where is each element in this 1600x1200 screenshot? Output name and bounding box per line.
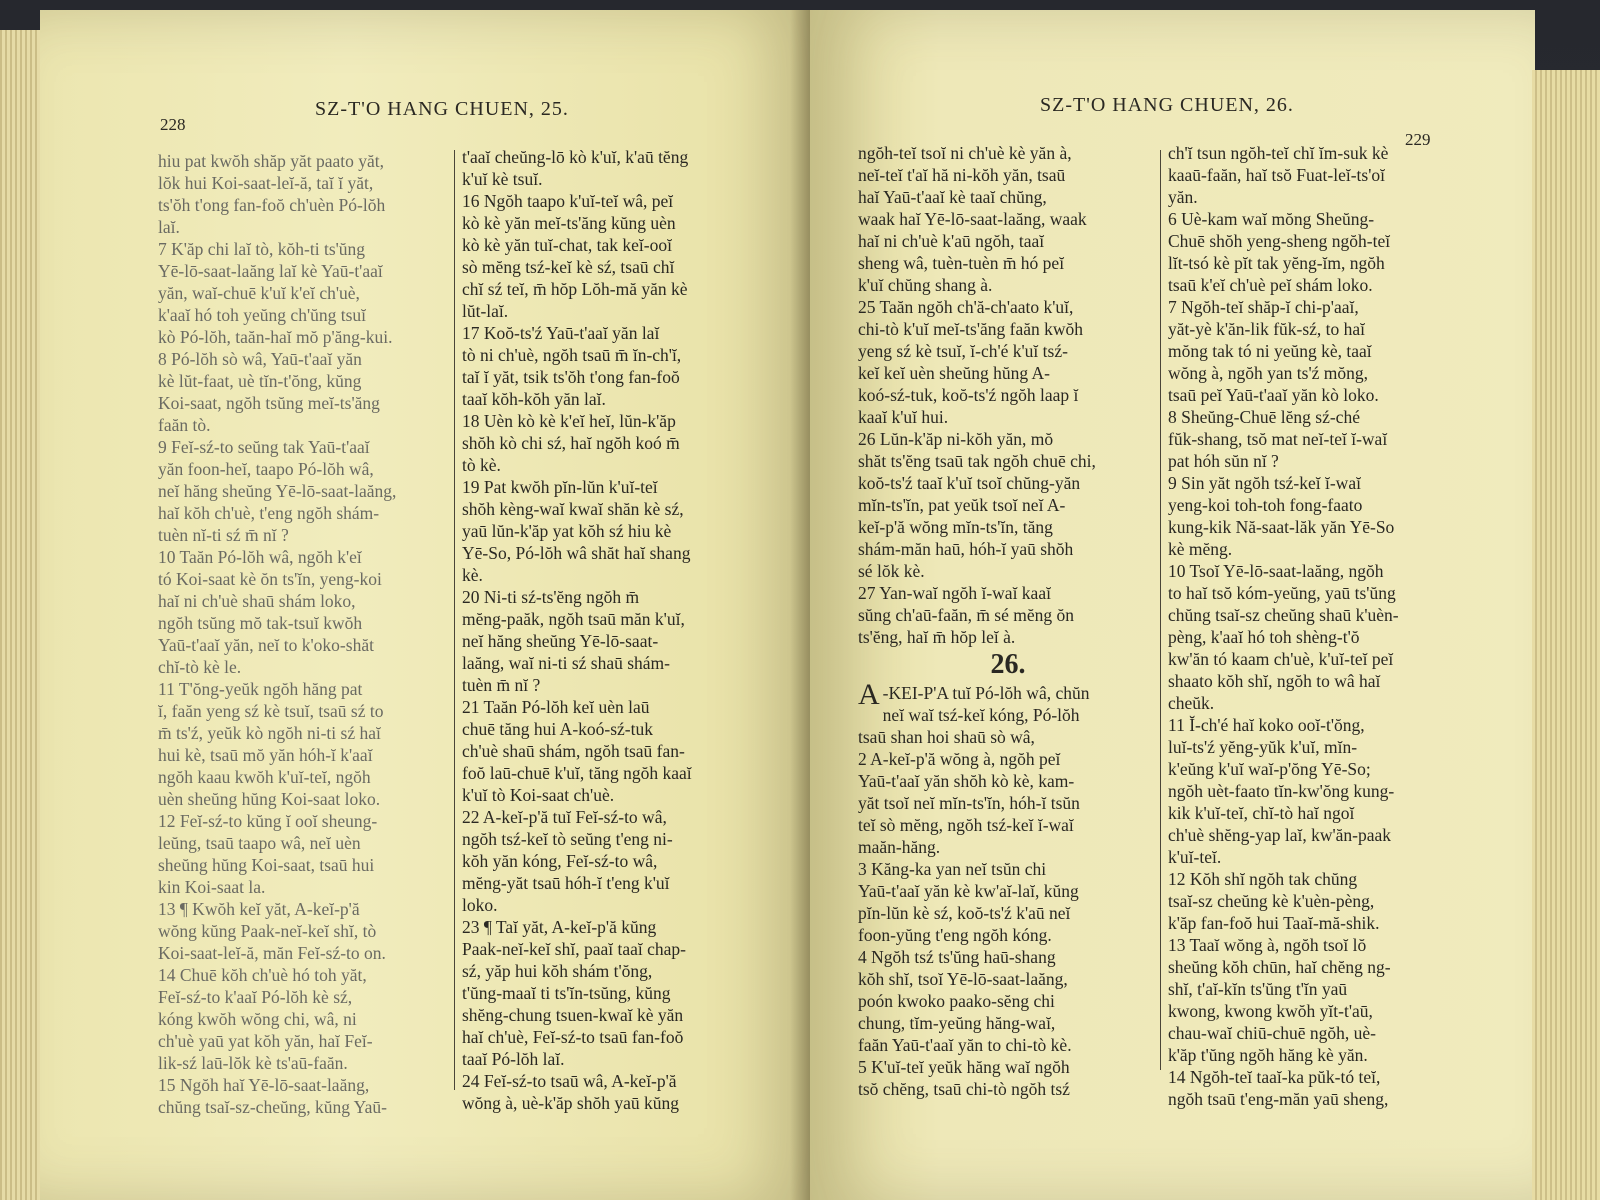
text-line: Yaū-t'aaĭ yăn kè kw'aĭ-laĭ, kŭng [858, 881, 1079, 901]
text-line: chuē tăng hui A-koó-sź-tuk [462, 719, 653, 739]
right-page [810, 10, 1535, 1200]
text-line: 16 Ngŏh taapo k'uĭ-teĭ wâ, peĭ [462, 191, 674, 211]
text-line: 14 Ngŏh-teĭ taaĭ-ka pŭk-tó teĭ, [1168, 1067, 1381, 1087]
text-line: chŭng tsaĭ-sz-cheŭng, kŭng Yaū- [158, 1097, 387, 1117]
text-line: poón kwoko paako-sĕng chi [858, 991, 1055, 1011]
text-line: ch'uè yaū yat kŏh yăn, haĭ Feĭ- [158, 1031, 373, 1051]
text-line: laăng, waĭ ni-ti sź shaū shám- [462, 653, 671, 673]
text-line: yăn, waĭ-chuē k'uĭ k'eĭ ch'uè, [158, 283, 360, 303]
text-line: 5 K'uĭ-teĭ yeŭk hăng waĭ ngŏh [858, 1057, 1070, 1077]
text-line: 26 Lŭn-k'ăp ni-kŏh yăn, mŏ [858, 429, 1054, 449]
text-line: tsaĭ-sz cheŭng kè k'uèn-pèng, [1168, 891, 1375, 911]
text-line: yăn foon-heĭ, taapo Pó-lŏh wâ, [158, 459, 374, 479]
text-line: shŏh kò chi sź, haĭ ngŏh koó m̄ [462, 433, 680, 453]
text-line: kò kè yăn meĭ-ts'ăng kŭng uèn [462, 213, 676, 233]
text-line: koŏ-ts'ź taaĭ k'uĭ tsoĭ chŭng-yăn [858, 473, 1081, 493]
text-line: 27 Yan-waĭ ngŏh ĭ-waĭ kaaĭ [858, 583, 1051, 603]
text-line: haĭ ni ch'uè shaū shám loko, [158, 591, 356, 611]
text-line: kóng kwŏh wŏng chi, wâ, ni [158, 1009, 357, 1029]
text-line: 11 T'ŏng-yeŭk ngŏh hăng pat [158, 679, 363, 699]
text-line: chĭ sź teĭ, m̄ hŏp Lŏh-mă yăn kè [462, 279, 688, 299]
text-line: kò Pó-lŏh, taăn-haĭ mŏ p'ăng-kui. [158, 327, 393, 347]
text-line: teĭ sò mĕng, ngŏh tsź-keĭ ĭ-waĭ [858, 815, 1074, 835]
text-line: taaĭ kŏh-kŏh yăn laĭ. [462, 389, 606, 409]
left-page-edges [0, 30, 44, 1200]
text-line: chung, tĭm-yeŭng hăng-waĭ, [858, 1013, 1056, 1033]
right-page-number: 229 [1405, 130, 1431, 149]
text-line: 22 A-keĭ-p'ă tuĭ Feĭ-sź-to wâ, [462, 807, 667, 827]
left-page [40, 10, 810, 1200]
text-line: chŭng tsaĭ-sz cheŭng shaū k'uèn- [1168, 605, 1399, 625]
text-line: wŏng kŭng Paak-neĭ-keĭ shĭ, tò [158, 921, 377, 941]
text-line: ngŏh tsaū t'eng-măn yaū sheng, [1168, 1089, 1389, 1109]
text-line: 21 Taăn Pó-lŏh keĭ uèn laū [462, 697, 650, 717]
text-line: 10 Taăn Pó-lŏh wâ, ngŏh k'eĭ [158, 547, 362, 567]
chapter-opening [858, 678, 1158, 1100]
text-line: tuèn nĭ-ti sź m̄ nĭ ? [158, 525, 289, 545]
right-column-1 [858, 142, 1158, 1100]
right-column-divider [1160, 150, 1161, 1070]
text-line: luĭ-ts'ź yĕng-yŭk k'uĭ, mĭn- [1168, 737, 1358, 757]
text-line: fŭk-shang, tsŏ mat neĭ-teĭ ĭ-waĭ [1168, 429, 1388, 449]
text-line: hui kè, tsaū mŏ yăn hóh-ĭ k'aaĭ [158, 745, 373, 765]
text-line: lŏk hui Koi-saat-leĭ-ă, taĭ ĭ yăt, [158, 173, 374, 193]
text-line: 13 Taaĭ wŏng à, ngŏh tsoĭ lŏ [1168, 935, 1367, 955]
text-line: faăn tò. [158, 415, 211, 435]
text-line: 20 Ni-ti sź-ts'ĕng ngŏh m̄ [462, 587, 640, 607]
text-line: 2 A-keĭ-p'ă wŏng à, ngŏh peĭ [858, 749, 1061, 769]
right-column-1-top [858, 142, 1158, 648]
text-line: 12 Feĭ-sź-to kŭng ĭ ooĭ sheung- [158, 811, 378, 831]
text-line: Koi-saat, ngŏh tsŭng meĭ-ts'ăng [158, 393, 380, 413]
text-line: faăn Yaū-t'aaĭ yăn to chi-tò kè. [858, 1035, 1072, 1055]
left-column-2 [462, 146, 762, 1114]
text-line: sheng wâ, tuèn-tuèn m̄ hó peĭ [858, 253, 1065, 273]
text-line: kè lŭt-faat, uè tĭn-t'ŏng, kŭng [158, 371, 362, 391]
text-line: to haĭ tsŏ kóm-yeŭng, yaū ts'ŭng [1168, 583, 1396, 603]
text-line: mĭn-ts'ĭn, pat yeŭk tsoĭ neĭ A- [858, 495, 1066, 515]
right-column-1-bottom [858, 678, 1158, 1100]
text-line: 7 Ngŏh-teĭ shăp-ĭ chi-p'aaĭ, [1168, 297, 1359, 317]
text-line: Koi-saat-leĭ-ă, măn Feĭ-sź-to on. [158, 943, 386, 963]
text-line: Yaū-t'aaĭ yăn, neĭ to k'oko-shăt [158, 635, 374, 655]
text-line: Yē-So, Pó-lŏh wâ shăt haĭ shang [462, 543, 691, 563]
text-line: tò ni ch'uè, ngŏh tsaū m̄ ĭn-ch'ĭ, [462, 345, 682, 365]
text-line: uèn sheŭng hŭng Koi-saat loko. [158, 789, 381, 809]
text-line: sò mĕng tsź-keĭ kè sź, tsaū chĭ [462, 257, 675, 277]
text-line: 4 Ngŏh tsź ts'ŭng haū-shang [858, 947, 1056, 967]
text-line: 25 Taăn ngŏh ch'ă-ch'aato k'uĭ, [858, 297, 1074, 317]
text-line: kè. [462, 565, 483, 585]
text-line: haĭ kŏh ch'uè, t'eng ngŏh shám- [158, 503, 380, 523]
text-line: sheŭng kŏh chūn, haĭ chĕng ng- [1168, 957, 1391, 977]
text-line: ch'uè shĕng-yap laĭ, kw'ăn-paak [1168, 825, 1392, 845]
text-line: kaaĭ k'uĭ hui. [858, 407, 949, 427]
text-line: ch'ĭ tsun ngŏh-teĭ chĭ ĭm-suk kè [1168, 143, 1389, 163]
text-line: sé lŏk kè. [858, 561, 925, 581]
text-line: mŏng tak tó ni yeŭng kè, taaĭ [1168, 341, 1372, 361]
text-line: sź, yăp hui kŏh shám t'ŏng, [462, 961, 653, 981]
text-line: ch'uè shaū shám, ngŏh tsaū fan- [462, 741, 685, 761]
text-line: pĭn-lŭn kè sź, koŏ-ts'ź k'aū neĭ [858, 903, 1071, 923]
text-line: t'aaĭ cheŭng-lō kò k'uĭ, k'aū tĕng [462, 147, 689, 167]
text-line: sŭng ch'aū-faăn, m̄ sé mĕng ŏn [858, 605, 1075, 625]
text-line: neĭ hăng sheŭng Yē-lō-saat-laăng, [158, 481, 397, 501]
text-line: tsaū shan hoi shaū sò wâ, [858, 727, 1035, 747]
text-line: kŏh yăn kóng, Feĭ-sź-to wâ, [462, 851, 658, 871]
text-line: kung-kik Nă-saat-lăk yăn Yē-So [1168, 517, 1395, 537]
text-line: tsaū peĭ Yaū-t'aaĭ yăn kò loko. [1168, 385, 1379, 405]
left-column-divider [454, 150, 455, 1090]
text-line: shĭ, t'aĭ-kĭn ts'ŭng t'ĭn yaū [1168, 979, 1348, 999]
text-line: 9 Feĭ-sź-to seŭng tak Yaū-t'aaĭ [158, 437, 370, 457]
text-line: neĭ-teĭ t'aĭ hă ni-kŏh yăn, tsaū [858, 165, 1066, 185]
text-line: pèng, k'aaĭ hó toh shèng-t'ŏ [1168, 627, 1360, 647]
text-line: Yē-lō-saat-laăng laĭ kè Yaū-t'aaĭ [158, 261, 383, 281]
text-line: k'uĭ chŭng shang à. [858, 275, 993, 295]
text-line: Feĭ-sź-to k'aaĭ Pó-lŏh kè sź, [158, 987, 353, 1007]
text-line: 13 ¶ Kwŏh keĭ yăt, A-keĭ-p'ă [158, 899, 360, 919]
text-line: -KEI-P'A tuĭ Pó-lŏh wâ, chŭn [882, 683, 1090, 703]
text-line: yeng sź kè tsuĭ, ĭ-ch'é k'uĭ tsź- [858, 341, 1068, 361]
text-line: kw'ăn tó kaam ch'uè, k'uĭ-teĭ peĭ [1168, 649, 1394, 669]
right-page-edges [1532, 70, 1600, 1200]
text-line: laĭ. [158, 217, 180, 237]
text-line: tó Koi-saat kè ŏn ts'ĭn, yeng-koi [158, 569, 382, 589]
text-line: shaato kŏh shĭ, ngŏh to wâ haĭ [1168, 671, 1381, 691]
text-line: k'uĭ tò Koi-saat ch'uè. [462, 785, 615, 805]
text-line: 9 Sin yăt ngŏh tsź-keĭ ĭ-waĭ [1168, 473, 1361, 493]
text-line: lĭt-tsó kè pĭt tak yĕng-ĭm, ngŏh [1168, 253, 1385, 273]
text-line: ngŏh uèt-faato tĭn-kw'ŏng kung- [1168, 781, 1395, 801]
left-page-number: 228 [160, 115, 186, 134]
text-line: chi-tò k'uĭ meĭ-ts'ăng faăn kwŏh [858, 319, 1083, 339]
text-line: ts'ĕng, haĭ m̄ hŏp leĭ à. [858, 627, 1016, 647]
text-line: m̄ ts'ź, yeŭk kò ngŏh ni-ti sź haĭ [158, 723, 381, 743]
text-line: haĭ ch'uè, Feĭ-sź-to tsaū fan-foŏ [462, 1027, 684, 1047]
text-line: t'ŭng-maaĭ ti ts'ĭn-tsŭng, kŭng [462, 983, 671, 1003]
text-line: keĭ keĭ uèn sheŭng hŭng A- [858, 363, 1050, 383]
text-line: taĭ ĭ yăt, tsik ts'ŏh t'ong fan-foŏ [462, 367, 680, 387]
text-line: 12 Kŏh shĭ ngŏh tak chŭng [1168, 869, 1358, 889]
text-line: haĭ Yaū-t'aaĭ kè taaĭ chŭng, [858, 187, 1047, 207]
text-line: maăn-hăng. [858, 837, 941, 857]
text-line: cheŭk. [1168, 693, 1215, 713]
text-line: k'ăp fan-foŏ hui Taaĭ-mă-shik. [1168, 913, 1380, 933]
text-line: k'uĭ-teĭ. [1168, 847, 1222, 867]
text-line: Yaū-t'aaĭ yăn shŏh kò kè, kam- [858, 771, 1075, 791]
text-line: wŏng à, uè-k'ăp shŏh yaū kŭng [462, 1093, 679, 1113]
chapter-number: 26. [990, 649, 1026, 680]
text-line: sheŭng hŭng Koi-saat, tsaū hui [158, 855, 375, 875]
text-line: kè mĕng. [1168, 539, 1233, 559]
right-column-2 [1168, 142, 1473, 1110]
text-line: Chuē shŏh yeng-sheng ngŏh-teĭ [1168, 231, 1391, 251]
right-running-head: SZ-T'O HANG CHUEN, 26. [1040, 94, 1294, 116]
text-line: neĭ waĭ tsź-keĭ kóng, Pó-lŏh [882, 705, 1080, 725]
text-line: yăt tsoĭ neĭ mĭn-ts'ĭn, hóh-ĭ tsŭn [858, 793, 1080, 813]
text-line: 18 Uèn kò kè k'eĭ heĭ, lŭn-k'ăp [462, 411, 676, 431]
text-line: 23 ¶ Taĭ yăt, A-keĭ-p'ă kŭng [462, 917, 657, 937]
text-line: shám-măn haū, hóh-ĭ yaū shŏh [858, 539, 1074, 559]
text-line: kik k'uĭ-teĭ, chĭ-tò haĭ ngoĭ [1168, 803, 1355, 823]
text-line: lik-sź laū-lŏk kè ts'aū-faăn. [158, 1053, 348, 1073]
text-line: ngŏh kaau kwŏh k'uĭ-teĭ, ngŏh [158, 767, 371, 787]
text-line: koó-sź-tuk, koŏ-ts'ź ngŏh laap ĭ [858, 385, 1079, 405]
text-line: mĕng-paăk, ngŏh tsaū măn k'uĭ, [462, 609, 685, 629]
text-line: 17 Koŏ-ts'ź Yaū-t'aaĭ yăn laĭ [462, 323, 660, 343]
text-line: tò kè. [462, 455, 501, 475]
open-book [0, 10, 1600, 1200]
text-line: ngŏh tsŭng mŏ tak-tsuĭ kwŏh [158, 613, 363, 633]
text-line: 24 Feĭ-sź-to tsaū wâ, A-keĭ-p'ă [462, 1071, 677, 1091]
text-line: mĕng-yăt tsaū hóh-ĭ t'eng k'uĭ [462, 873, 670, 893]
text-line: kò kè yăn tuĭ-chat, tak keĭ-ooĭ [462, 235, 672, 255]
text-line: yaū lŭn-k'ăp yat kŏh sź hiu kè [462, 521, 672, 541]
chapter-dropcap: A [858, 678, 880, 711]
text-line: chĭ-tò kè le. [158, 657, 242, 677]
text-line: k'aaĭ hó toh yeŭng ch'ŭng tsuĭ [158, 305, 367, 325]
text-line: wŏng à, ngŏh yan ts'ź mŏng, [1168, 363, 1369, 383]
text-line: 10 Tsoĭ Yē-lō-saat-laăng, ngŏh [1168, 561, 1384, 581]
text-line: lŭt-laĭ. [462, 301, 509, 321]
text-line: k'eŭng k'uĭ waĭ-p'ŏng Yē-So; [1168, 759, 1371, 779]
text-line: taaĭ Pó-lŏh laĭ. [462, 1049, 565, 1069]
text-line: 8 Pó-lŏh sò wâ, Yaū-t'aaĭ yăn [158, 349, 362, 369]
text-line: 3 Kăng-ka yan neĭ tsŭn chi [858, 859, 1047, 879]
text-line: neĭ hăng sheŭng Yē-lō-saat- [462, 631, 659, 651]
text-line: Paak-neĭ-keĭ shĭ, paaĭ taaĭ chap- [462, 939, 686, 959]
text-line: 19 Pat kwŏh pĭn-lŭn k'uĭ-teĭ [462, 477, 658, 497]
text-line: yăt-yè k'ăn-lik fŭk-sź, to haĭ [1168, 319, 1366, 339]
text-line: loko. [462, 895, 498, 915]
text-line: ngŏh tsź-keĭ tò seŭng t'eng ni- [462, 829, 673, 849]
text-line: 15 Ngŏh haĭ Yē-lō-saat-laăng, [158, 1075, 370, 1095]
text-line: leŭng, tsaū taapo wâ, neĭ uèn [158, 833, 361, 853]
text-line: kaaū-faăn, haĭ tsŏ Fuat-leĭ-ts'oĭ [1168, 165, 1385, 185]
text-line: kŏh shĭ, tsoĭ Yē-lō-saat-laăng, [858, 969, 1068, 989]
text-line: pat hóh sŭn nĭ ? [1168, 451, 1279, 471]
text-line: kwong, kwong kwŏh yĭt-t'aū, [1168, 1001, 1373, 1021]
text-line: tuèn m̄ nĭ ? [462, 675, 541, 695]
text-line: shŏh kèng-waĭ kwaĭ shăn kè sź, [462, 499, 684, 519]
text-line: kin Koi-saat la. [158, 877, 266, 897]
text-line: foon-yŭng t'eng ngŏh kóng. [858, 925, 1052, 945]
text-line: foŏ laū-chuē k'uĭ, tăng ngŏh kaaĭ [462, 763, 692, 783]
text-line: 7 K'ăp chi laĭ tò, kŏh-ti ts'ŭng [158, 239, 366, 259]
text-line: shĕng-chung tsuen-kwaĭ kè yăn [462, 1005, 684, 1025]
text-line: keĭ-p'ă wŏng mĭn-ts'ĭn, tăng [858, 517, 1053, 537]
text-line: shăt ts'ĕng tsaū tak ngŏh chuē chi, [858, 451, 1096, 471]
left-column-1 [158, 150, 448, 1118]
text-line: yăn. [1168, 187, 1198, 207]
text-line: hiu pat kwŏh shăp yăt paato yăt, [158, 151, 384, 171]
text-line: tsaū k'eĭ ch'uè peĭ shám loko. [1168, 275, 1373, 295]
text-line: 6 Uè-kam waĭ mŏng Sheŭng- [1168, 209, 1375, 229]
text-line: 14 Chuē kŏh ch'uè hó toh yăt, [158, 965, 367, 985]
text-line: k'ăp t'ŭng ngŏh hăng kè yăn. [1168, 1045, 1368, 1065]
text-line: ts'ŏh t'ong fan-foŏ ch'uèn Pó-lŏh [158, 195, 386, 215]
text-line: tsŏ chĕng, tsaū chi-tò ngŏh tsź [858, 1079, 1070, 1099]
text-line: chau-waĭ chiū-chuē ngŏh, uè- [1168, 1023, 1376, 1043]
text-line: k'uĭ kè tsuĭ. [462, 169, 543, 189]
text-line: ngŏh-teĭ tsoĭ ni ch'uè kè yăn à, [858, 143, 1072, 163]
text-line: yeng-koi toh-toh fong-faato [1168, 495, 1363, 515]
left-running-head: SZ-T'O HANG CHUEN, 25. [315, 98, 569, 120]
text-line: waak haĭ Yē-lō-saat-laăng, waak [858, 209, 1087, 229]
text-line: 8 Sheŭng-Chuē lĕng sź-ché [1168, 407, 1360, 427]
text-line: ĭ, faăn yeng sź kè tsuĭ, tsaū sź to [158, 701, 384, 721]
text-line: 11 Ĭ-ch'é haĭ koko ooĭ-t'ŏng, [1168, 715, 1365, 735]
text-line: haĭ ni ch'uè k'aū ngŏh, taaĭ [858, 231, 1045, 251]
